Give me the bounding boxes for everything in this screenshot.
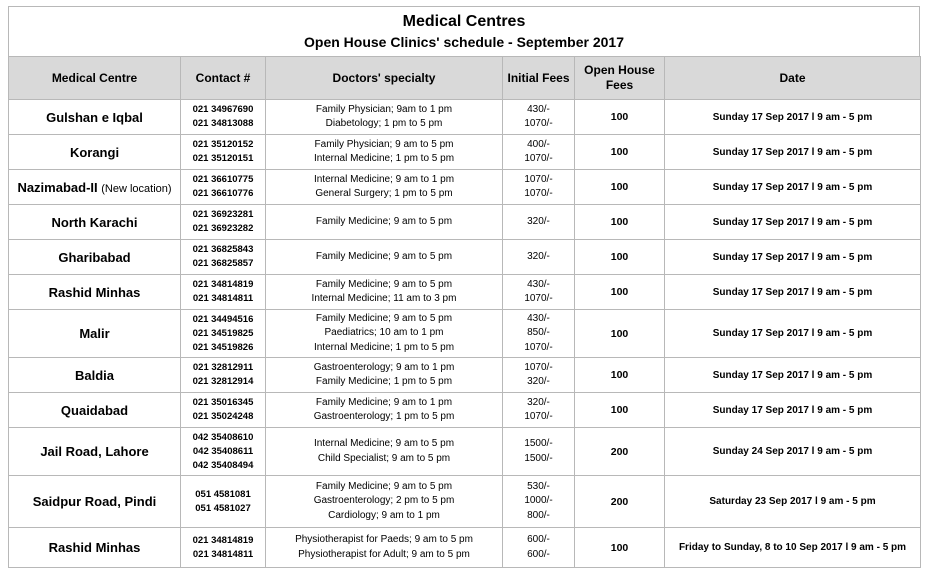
specialty-cell — [266, 310, 503, 358]
open-house-fee-cell: 100 — [575, 393, 665, 428]
specialty-cell — [266, 205, 503, 240]
specialty-line: Cardiology; 9 am to 1 pm — [328, 509, 440, 521]
fee-line: 800/- — [527, 509, 550, 521]
fee-line: 1500/- — [524, 452, 553, 464]
date-cell: Sunday 17 Sep 2017 l 9 am - 5 pm — [665, 310, 921, 358]
contact-cell — [181, 240, 266, 275]
phone-number: 021 36825857 — [192, 258, 254, 269]
specialty-line: Family Medicine; 9 am to 5 pm — [315, 278, 453, 290]
title-block — [8, 6, 920, 56]
centre-name: Gharibabad — [58, 249, 131, 265]
centre-name: Rashid Minhas — [48, 540, 141, 555]
phone-number: 021 36923282 — [192, 223, 254, 234]
open-house-fee-cell: 100 — [575, 528, 665, 568]
fee-line: 320/- — [527, 250, 550, 262]
medical-centre-cell — [9, 205, 181, 240]
open-house-fee-cell: 100 — [575, 100, 665, 135]
contact-cell — [181, 275, 266, 310]
centre-name: Saidpur Road, Pindi — [32, 494, 157, 509]
header-open-house-fees: Open House Fees — [575, 57, 665, 100]
phone-number: 021 34494516 — [192, 313, 254, 325]
header-initial-fees: Initial Fees — [503, 57, 575, 100]
medical-centre-cell — [9, 393, 181, 428]
initial-fees-cell — [503, 240, 575, 275]
medical-centre-cell — [9, 100, 181, 135]
fee-line: 320/- — [527, 396, 550, 408]
contact-cell — [181, 358, 266, 393]
specialty-line: Child Specialist; 9 am to 5 pm — [317, 452, 451, 464]
specialty-cell — [266, 100, 503, 135]
initial-fees-cell — [503, 310, 575, 358]
initial-fees-cell — [503, 100, 575, 135]
centre-name: Gulshan e Iqbal — [46, 109, 143, 125]
fee-line: 1070/- — [524, 361, 553, 373]
open-house-fee-cell: 100 — [575, 205, 665, 240]
centre-name: Baldia — [74, 367, 114, 383]
specialty-cell — [266, 476, 503, 528]
phone-number: 021 34814819 — [192, 279, 254, 290]
initial-fees-cell — [503, 135, 575, 170]
phone-number: 021 34814811 — [192, 293, 254, 304]
specialty-line: Internal Medicine; 11 am to 3 pm — [311, 293, 457, 304]
table-row — [9, 135, 921, 170]
specialty-cell — [266, 428, 503, 476]
fee-line: 430/- — [527, 312, 550, 324]
fee-line: 1070/- — [524, 153, 553, 164]
fee-line: 600/- — [527, 534, 550, 545]
header-specialty: Doctors' specialty — [266, 57, 503, 100]
centre-note: (New location) — [101, 182, 172, 195]
date-cell: Sunday 17 Sep 2017 l 9 am - 5 pm — [665, 100, 921, 135]
header-medical-centre: Medical Centre — [9, 57, 181, 100]
fee-line: 1070/- — [524, 118, 553, 129]
fee-line: 320/- — [527, 376, 550, 387]
fee-line: 600/- — [527, 548, 550, 560]
specialty-line: Family Medicine; 9 am to 1 pm — [315, 396, 453, 408]
phone-number: 042 35408610 — [192, 431, 254, 443]
date-cell: Sunday 17 Sep 2017 l 9 am - 5 pm — [665, 393, 921, 428]
specialty-cell — [266, 358, 503, 393]
phone-number: 021 36610776 — [192, 188, 254, 199]
date-cell: Sunday 17 Sep 2017 l 9 am - 5 pm — [665, 135, 921, 170]
open-house-fee-cell: 100 — [575, 358, 665, 393]
specialty-line: Family Medicine; 1 pm to 5 pm — [315, 376, 453, 387]
phone-number: 021 35120152 — [192, 139, 254, 150]
date-cell: Sunday 17 Sep 2017 l 9 am - 5 pm — [665, 358, 921, 393]
specialty-line: Gastroenterology; 9 am to 1 pm — [313, 361, 455, 373]
initial-fees-cell — [503, 205, 575, 240]
open-house-fee-cell: 100 — [575, 310, 665, 358]
fee-line: 850/- — [527, 327, 550, 339]
fee-line: 320/- — [527, 215, 550, 227]
initial-fees-cell — [503, 428, 575, 476]
specialty-line: Family Medicine; 9 am to 5 pm — [315, 215, 453, 227]
fee-line: 1070/- — [524, 293, 553, 304]
phone-number: 021 34519826 — [192, 341, 254, 353]
specialty-line: Family Medicine; 9 am to 5 pm — [315, 312, 453, 324]
phone-number: 021 34814819 — [192, 534, 254, 546]
initial-fees-cell — [503, 476, 575, 528]
initial-fees-cell — [503, 358, 575, 393]
header-contact: Contact # — [181, 57, 266, 100]
centre-name: North Karachi — [51, 214, 138, 230]
fee-line: 430/- — [527, 278, 550, 290]
specialty-line: Paediatrics; 10 am to 1 pm — [324, 327, 444, 339]
medical-centre-cell — [9, 310, 181, 358]
initial-fees-cell — [503, 170, 575, 205]
centre-name: Malir — [79, 326, 110, 341]
fee-line: 430/- — [527, 103, 550, 115]
date-cell: Friday to Sunday, 8 to 10 Sep 2017 l 9 am - 5 pm — [665, 528, 921, 568]
specialty-cell — [266, 275, 503, 310]
medical-centre-cell — [9, 170, 181, 205]
specialty-line: Family Medicine; 9 am to 5 pm — [315, 250, 453, 262]
phone-number: 021 35016345 — [192, 397, 254, 408]
date-cell: Sunday 17 Sep 2017 l 9 am - 5 pm — [665, 205, 921, 240]
contact-cell — [181, 100, 266, 135]
fee-line: 1070/- — [524, 188, 553, 199]
contact-cell — [181, 528, 266, 568]
table-row — [9, 393, 921, 428]
medical-centre-cell — [9, 428, 181, 476]
specialty-line: Internal Medicine; 9 am to 5 pm — [313, 438, 455, 449]
medical-centre-cell — [9, 358, 181, 393]
table-row — [9, 205, 921, 240]
medical-centre-cell — [9, 275, 181, 310]
phone-number: 021 36825843 — [192, 244, 254, 255]
header-date: Date — [665, 57, 921, 100]
open-house-fee-cell: 100 — [575, 170, 665, 205]
phone-number: 021 34967690 — [192, 104, 254, 115]
phone-number: 021 34813088 — [192, 118, 254, 129]
phone-number: 042 35408611 — [192, 445, 254, 457]
medical-centre-cell — [9, 528, 181, 568]
fee-line: 1070/- — [524, 173, 553, 185]
open-house-fee-cell: 100 — [575, 135, 665, 170]
specialty-cell — [266, 135, 503, 170]
contact-cell — [181, 205, 266, 240]
specialty-line: Diabetology; 1 pm to 5 pm — [325, 118, 443, 129]
specialty-line: Internal Medicine; 1 pm to 5 pm — [313, 153, 455, 164]
specialty-cell — [266, 170, 503, 205]
specialty-line: Family Medicine; 9 am to 5 pm — [315, 480, 453, 492]
centre-name: Nazimabad-II — [17, 179, 98, 195]
medical-centre-cell — [9, 240, 181, 275]
specialty-line: Internal Medicine; 1 pm to 5 pm — [313, 341, 455, 353]
specialty-line: Physiotherapist for Paeds; 9 am to 5 pm — [295, 534, 473, 545]
initial-fees-cell — [503, 528, 575, 568]
specialty-line: General Surgery; 1 pm to 5 pm — [315, 188, 453, 199]
specialty-cell — [266, 393, 503, 428]
table-row — [9, 358, 921, 393]
fee-line: 1500/- — [524, 438, 553, 449]
fee-line: 1070/- — [524, 411, 553, 422]
page-subtitle: Open House Clinics' schedule - September 2017 — [304, 34, 624, 50]
fee-line: 1000/- — [524, 495, 553, 507]
table-body — [9, 100, 921, 568]
open-house-fee-cell: 100 — [575, 275, 665, 310]
centre-name: Jail Road, Lahore — [40, 444, 149, 459]
specialty-line: Family Physician; 9 am to 5 pm — [314, 138, 454, 150]
table-header-row — [9, 57, 921, 100]
phone-number: 021 32812914 — [192, 376, 254, 387]
phone-number: 051 4581027 — [195, 502, 251, 514]
table-row — [9, 428, 921, 476]
fee-line: 400/- — [527, 138, 550, 150]
fee-line: 1070/- — [524, 341, 553, 353]
phone-number: 051 4581081 — [195, 488, 251, 500]
schedule-table — [8, 56, 921, 568]
phone-number: 021 32812911 — [192, 362, 254, 373]
phone-number: 021 34519825 — [192, 327, 254, 339]
contact-cell — [181, 135, 266, 170]
centre-name: Korangi — [69, 144, 120, 160]
table-row — [9, 100, 921, 135]
medical-centre-cell — [9, 135, 181, 170]
open-house-fee-cell: 100 — [575, 240, 665, 275]
specialty-line: Gastroenterology; 1 pm to 5 pm — [313, 411, 455, 422]
specialty-line: Internal Medicine; 9 am to 1 pm — [313, 173, 455, 185]
specialty-cell — [266, 528, 503, 568]
table-row — [9, 528, 921, 568]
open-house-fee-cell: 200 — [575, 428, 665, 476]
contact-cell — [181, 393, 266, 428]
specialty-line: Physiotherapist for Adult; 9 am to 5 pm — [298, 548, 470, 560]
table-row — [9, 275, 921, 310]
date-cell: Sunday 17 Sep 2017 l 9 am - 5 pm — [665, 170, 921, 205]
specialty-cell — [266, 240, 503, 275]
contact-cell — [181, 310, 266, 358]
phone-number: 021 36923281 — [192, 209, 254, 220]
phone-number: 021 36610775 — [192, 174, 254, 185]
table-row — [9, 170, 921, 205]
open-house-fee-cell: 200 — [575, 476, 665, 528]
page-title: Medical Centres — [402, 13, 526, 30]
medical-centre-cell — [9, 476, 181, 528]
centre-name: Quaidabad — [60, 402, 129, 418]
contact-cell — [181, 476, 266, 528]
date-cell: Sunday 17 Sep 2017 l 9 am - 5 pm — [665, 240, 921, 275]
specialty-line: Gastroenterology; 2 pm to 5 pm — [313, 495, 455, 507]
date-cell: Sunday 24 Sep 2017 l 9 am - 5 pm — [665, 428, 921, 476]
centre-name: Rashid Minhas — [48, 284, 141, 300]
date-cell: Saturday 23 Sep 2017 l 9 am - 5 pm — [665, 476, 921, 528]
phone-number: 042 35408494 — [192, 459, 254, 471]
phone-number: 021 35120151 — [192, 153, 254, 164]
table-row — [9, 476, 921, 528]
date-cell: Sunday 17 Sep 2017 l 9 am - 5 pm — [665, 275, 921, 310]
schedule-document — [8, 6, 920, 568]
initial-fees-cell — [503, 393, 575, 428]
fee-line: 530/- — [527, 480, 550, 492]
phone-number: 021 34814811 — [192, 548, 254, 560]
specialty-line: Family Physician; 9am to 1 pm — [315, 103, 453, 115]
contact-cell — [181, 428, 266, 476]
table-row — [9, 310, 921, 358]
phone-number: 021 35024248 — [192, 411, 254, 422]
table-row — [9, 240, 921, 275]
initial-fees-cell — [503, 275, 575, 310]
contact-cell — [181, 170, 266, 205]
